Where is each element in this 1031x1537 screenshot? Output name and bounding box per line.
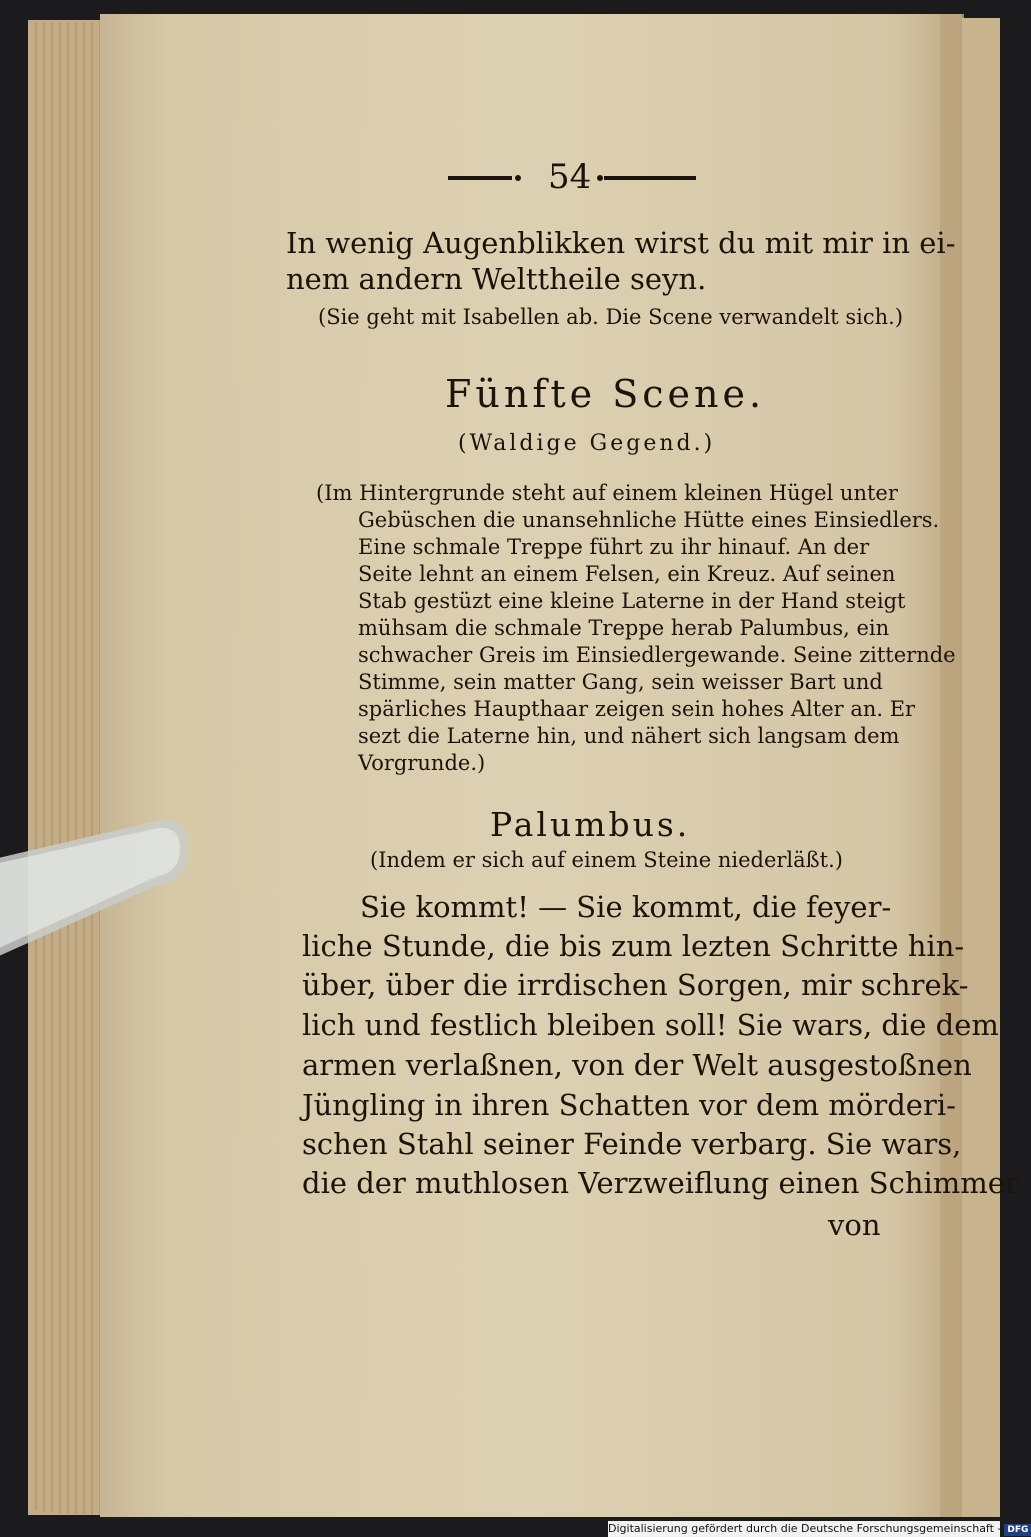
stage-line: Eine schmale Treppe führt zu ihr hinauf. An der (358, 535, 870, 559)
dfg-logo: DFG (1004, 1524, 1031, 1536)
stage-line: Stab gestüzt eine kleine Laterne in der Hand steigt (358, 589, 906, 613)
speech-line: schen Stahl seiner Feinde verbarg. Sie wars, (302, 1127, 962, 1161)
scene-subtitle: (Waldige Gegend.) (458, 431, 716, 456)
catchword: von (828, 1208, 881, 1242)
scene-title: Fünfte Scene. (445, 372, 766, 416)
stage-line: Seite lehnt an einem Felsen, ein Kreuz. Auf seinen (358, 562, 896, 586)
stage-line: (Im Hintergrunde steht auf einem kleinen Hügel unter (316, 481, 898, 505)
stage-line: Gebüschen die unansehnliche Hütte eines Einsiedlers. (358, 508, 940, 532)
speech-line: liche Stunde, die bis zum lezten Schritte hin- (302, 929, 965, 963)
speech-line: Jüngling in ihren Schatten vor dem mörderi- (302, 1088, 956, 1122)
stage-line: Vorgrunde.) (358, 751, 486, 775)
speech-line: lich und festlich bleiben soll! Sie wars, die dem (302, 1008, 999, 1042)
page-stack-edges (28, 20, 108, 1515)
stage-direction: (Sie geht mit Isabellen ab. Die Scene verwandelt sich.) (318, 305, 904, 329)
page-number: 54 (548, 157, 592, 197)
stage-line: spärliches Haupthaar zeigen sein hohes Alter an. Er (358, 697, 916, 721)
credit-text: Digitalisierung gefördert durch die Deutsche Forschungsgemeinschaft - (608, 1522, 1002, 1535)
text-line: In wenig Augenblikken wirst du mit mir in ei- (286, 226, 956, 260)
speech-line: armen verlaßnen, von der Welt ausgestoßnen (302, 1048, 972, 1082)
stage-line: schwacher Greis im Einsiedlergewande. Seine zitternde (358, 643, 956, 667)
speech-line: Sie kommt! — Sie kommt, die feyer- (360, 890, 892, 924)
stage-line: sezt die Laterne hin, und nähert sich langsam dem (358, 724, 900, 748)
speech-line: die der muthlosen Verzweiflung einen Schimmer (302, 1166, 1019, 1200)
stage-line: mühsam die schmale Treppe herab Palumbus, ein (358, 616, 890, 640)
stage-line: Stimme, sein matter Gang, sein weisser Bart und (358, 670, 883, 694)
speaker-name: Palumbus. (490, 805, 691, 844)
speaker-direction: (Indem er sich auf einem Steine niederläßt.) (370, 848, 843, 872)
speech-line: über, über die irrdischen Sorgen, mir schrek- (302, 968, 969, 1002)
text-line: nem andern Welttheile seyn. (286, 262, 707, 296)
digitization-credit (608, 1521, 1029, 1537)
